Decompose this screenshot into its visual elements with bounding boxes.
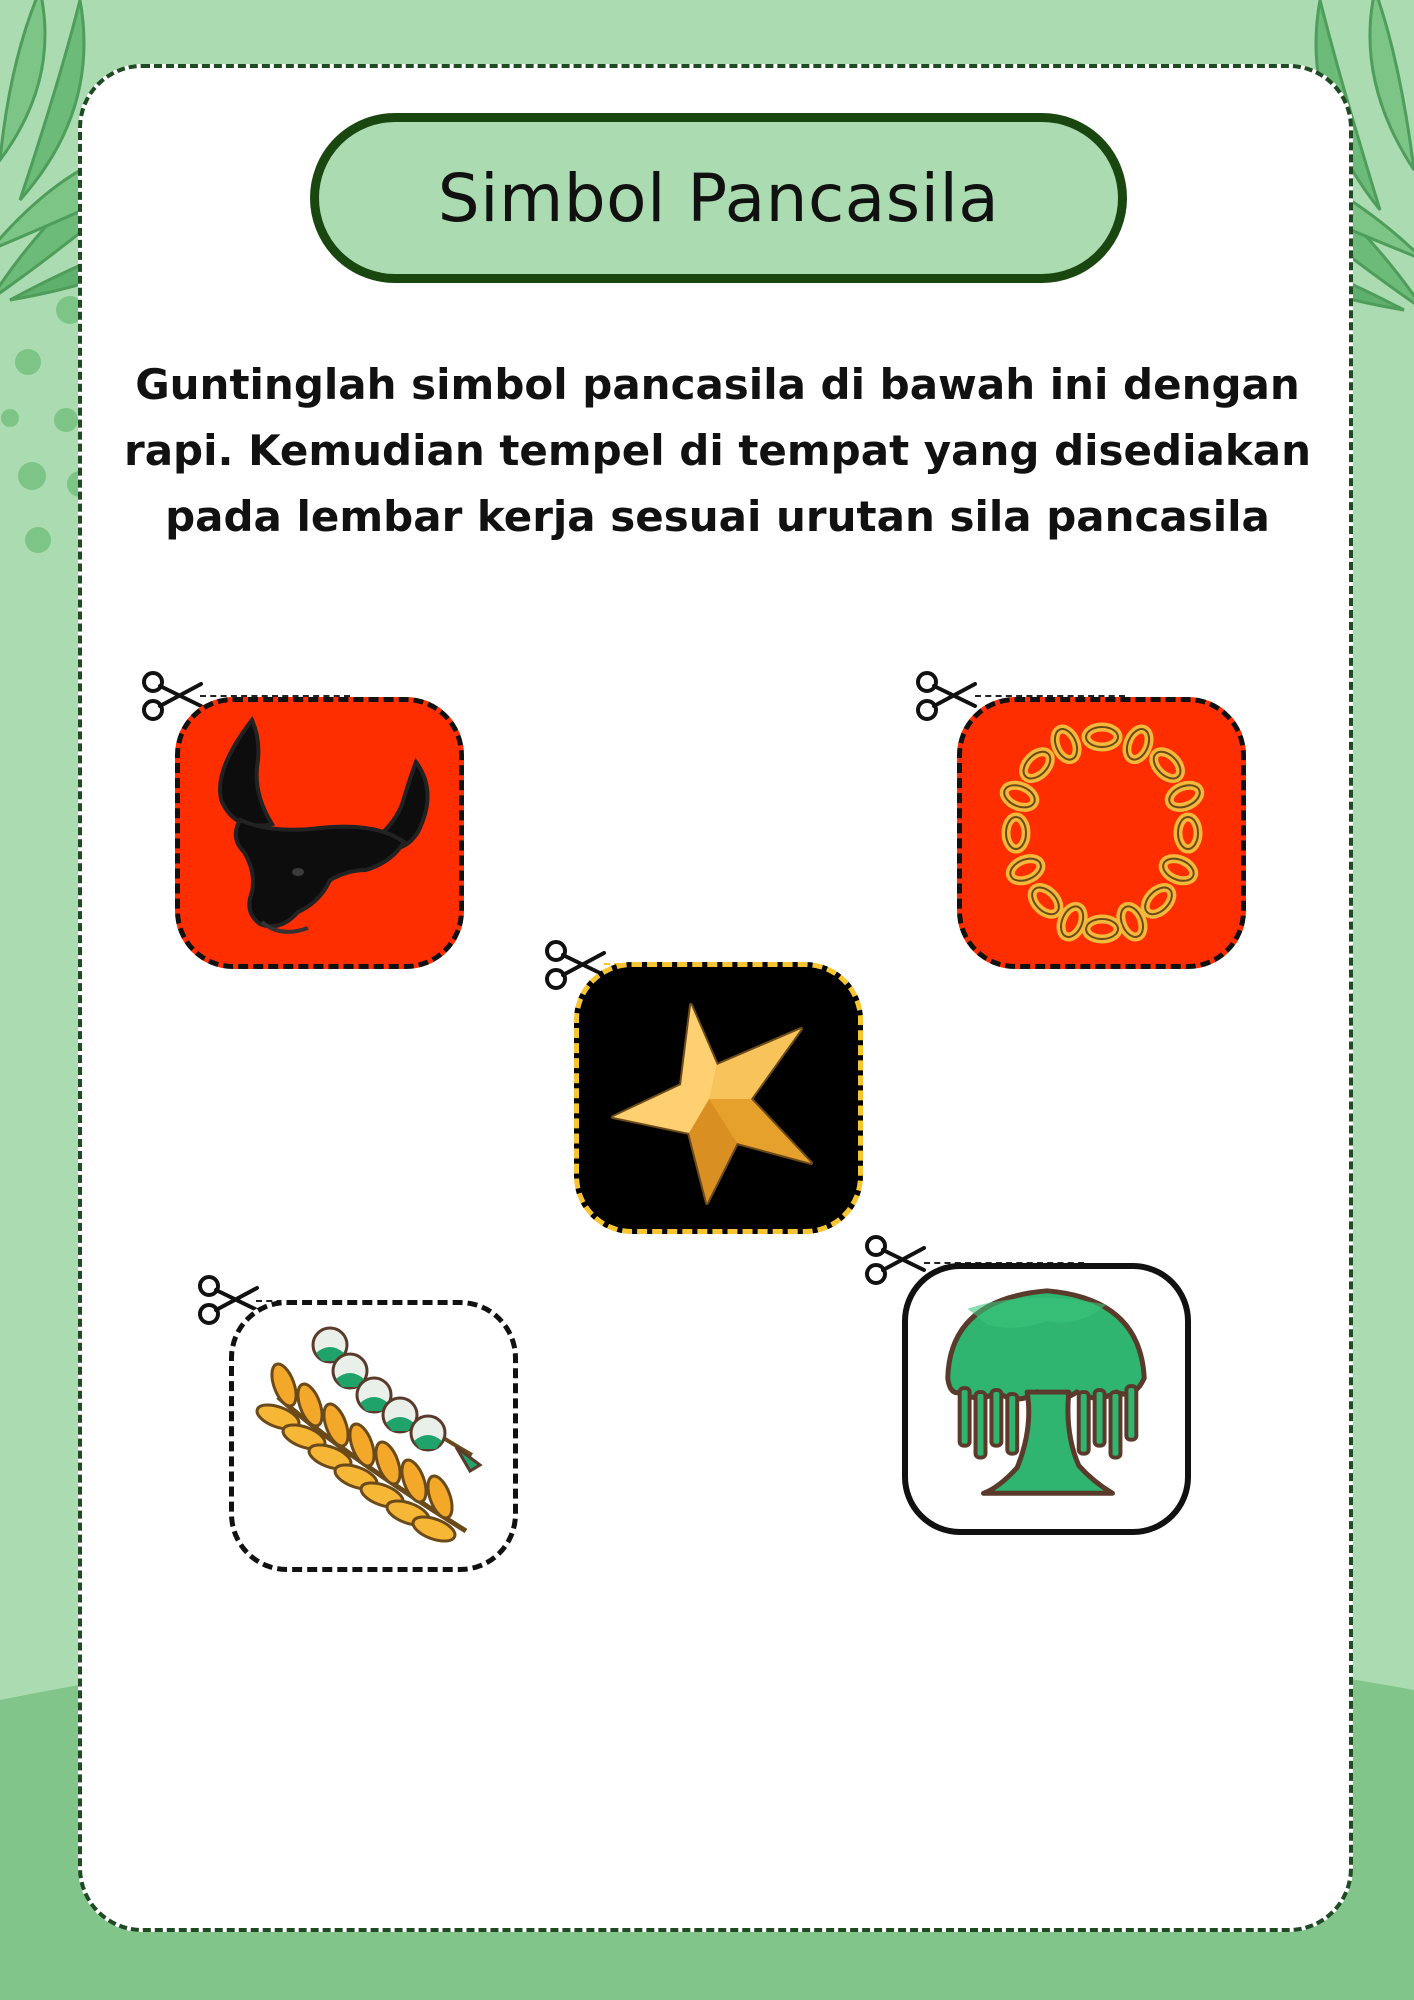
instruction-text: Guntinglah simbol pancasila di bawah ini dengan rapi. Kemudian tempel di tempat yang disediakan pada lembar kerja sesuai urutan sila pancasila [123,360,1311,541]
title-banner [310,113,1127,283]
bull-head-icon [180,702,459,964]
rice-grain [267,1361,301,1409]
banyan-tree-icon [908,1269,1185,1529]
page-title: Simbol Pancasila [437,159,1000,237]
star-icon [579,967,858,1229]
symbol-card-rice-cotton[interactable] [229,1300,518,1572]
rice-grain [410,1512,458,1546]
symbol-card-star[interactable] [574,962,863,1234]
symbol-card-banyan[interactable] [902,1263,1191,1535]
symbol-card-bull[interactable] [175,697,464,969]
symbol-card-chain[interactable] [957,697,1246,969]
rice-cotton-icon [234,1305,513,1567]
chain-icon [962,702,1241,964]
